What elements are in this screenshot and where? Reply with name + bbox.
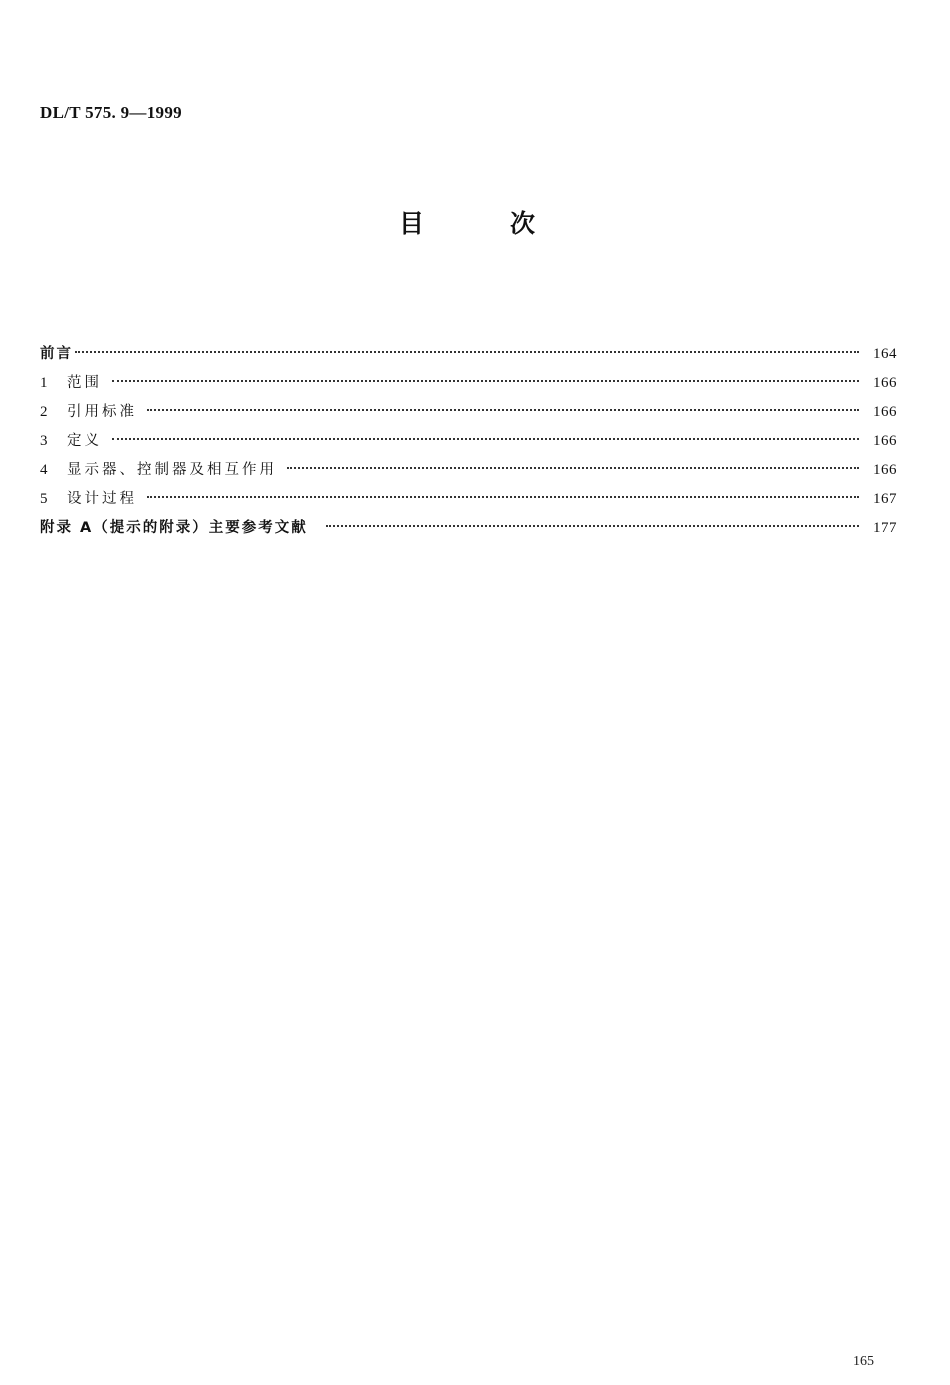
toc-entry-normative-references[interactable] xyxy=(40,398,897,427)
toc-entry-page: 166 xyxy=(873,375,897,391)
toc-entry-page: 166 xyxy=(873,433,897,449)
toc-entry-scope[interactable] xyxy=(40,369,897,398)
toc-entry-title: 设计过程 xyxy=(67,491,137,507)
standard-code: DL/T 575. 9—1999 xyxy=(40,103,182,122)
toc-entry-number: 5 xyxy=(40,491,48,507)
toc-entry-appendix-a[interactable] xyxy=(40,514,897,543)
toc-entry-title: 显示器、控制器及相互作用 xyxy=(67,462,277,478)
toc-entry-number: 3 xyxy=(40,433,48,449)
toc-entry-page: 167 xyxy=(873,491,897,507)
toc-entry-number: 4 xyxy=(40,462,48,478)
dot-leader xyxy=(112,380,859,382)
page-title-char-1: 目 xyxy=(399,209,425,238)
toc-entry-foreword[interactable] xyxy=(40,340,897,369)
toc-entry-page: 166 xyxy=(873,404,897,420)
toc-entry-design-process[interactable] xyxy=(40,485,897,514)
page-number: 165 xyxy=(853,1354,874,1369)
toc-entry-displays-controls[interactable] xyxy=(40,456,897,485)
toc-entry-definitions[interactable] xyxy=(40,427,897,456)
table-of-contents xyxy=(40,340,897,543)
toc-entry-page: 164 xyxy=(873,346,897,362)
toc-entry-number: 2 xyxy=(40,404,48,420)
toc-entry-title: 定义 xyxy=(67,433,102,449)
dot-leader xyxy=(287,467,859,469)
toc-entry-title: 范围 xyxy=(67,375,102,391)
dot-leader xyxy=(147,496,859,498)
toc-entry-title: 附录 A（提示的附录）主要参考文献 xyxy=(40,520,308,536)
toc-entry-title: 前言 xyxy=(40,346,73,362)
page-title xyxy=(0,206,950,246)
toc-entry-page: 166 xyxy=(873,462,897,478)
dot-leader xyxy=(112,438,859,440)
page-title-char-2: 次 xyxy=(510,209,536,238)
dot-leader xyxy=(147,409,859,411)
toc-entry-title: 引用标准 xyxy=(67,404,137,420)
toc-entry-page: 177 xyxy=(873,520,897,536)
toc-entry-number: 1 xyxy=(40,375,48,391)
dot-leader xyxy=(326,525,859,527)
dot-leader xyxy=(75,351,859,353)
